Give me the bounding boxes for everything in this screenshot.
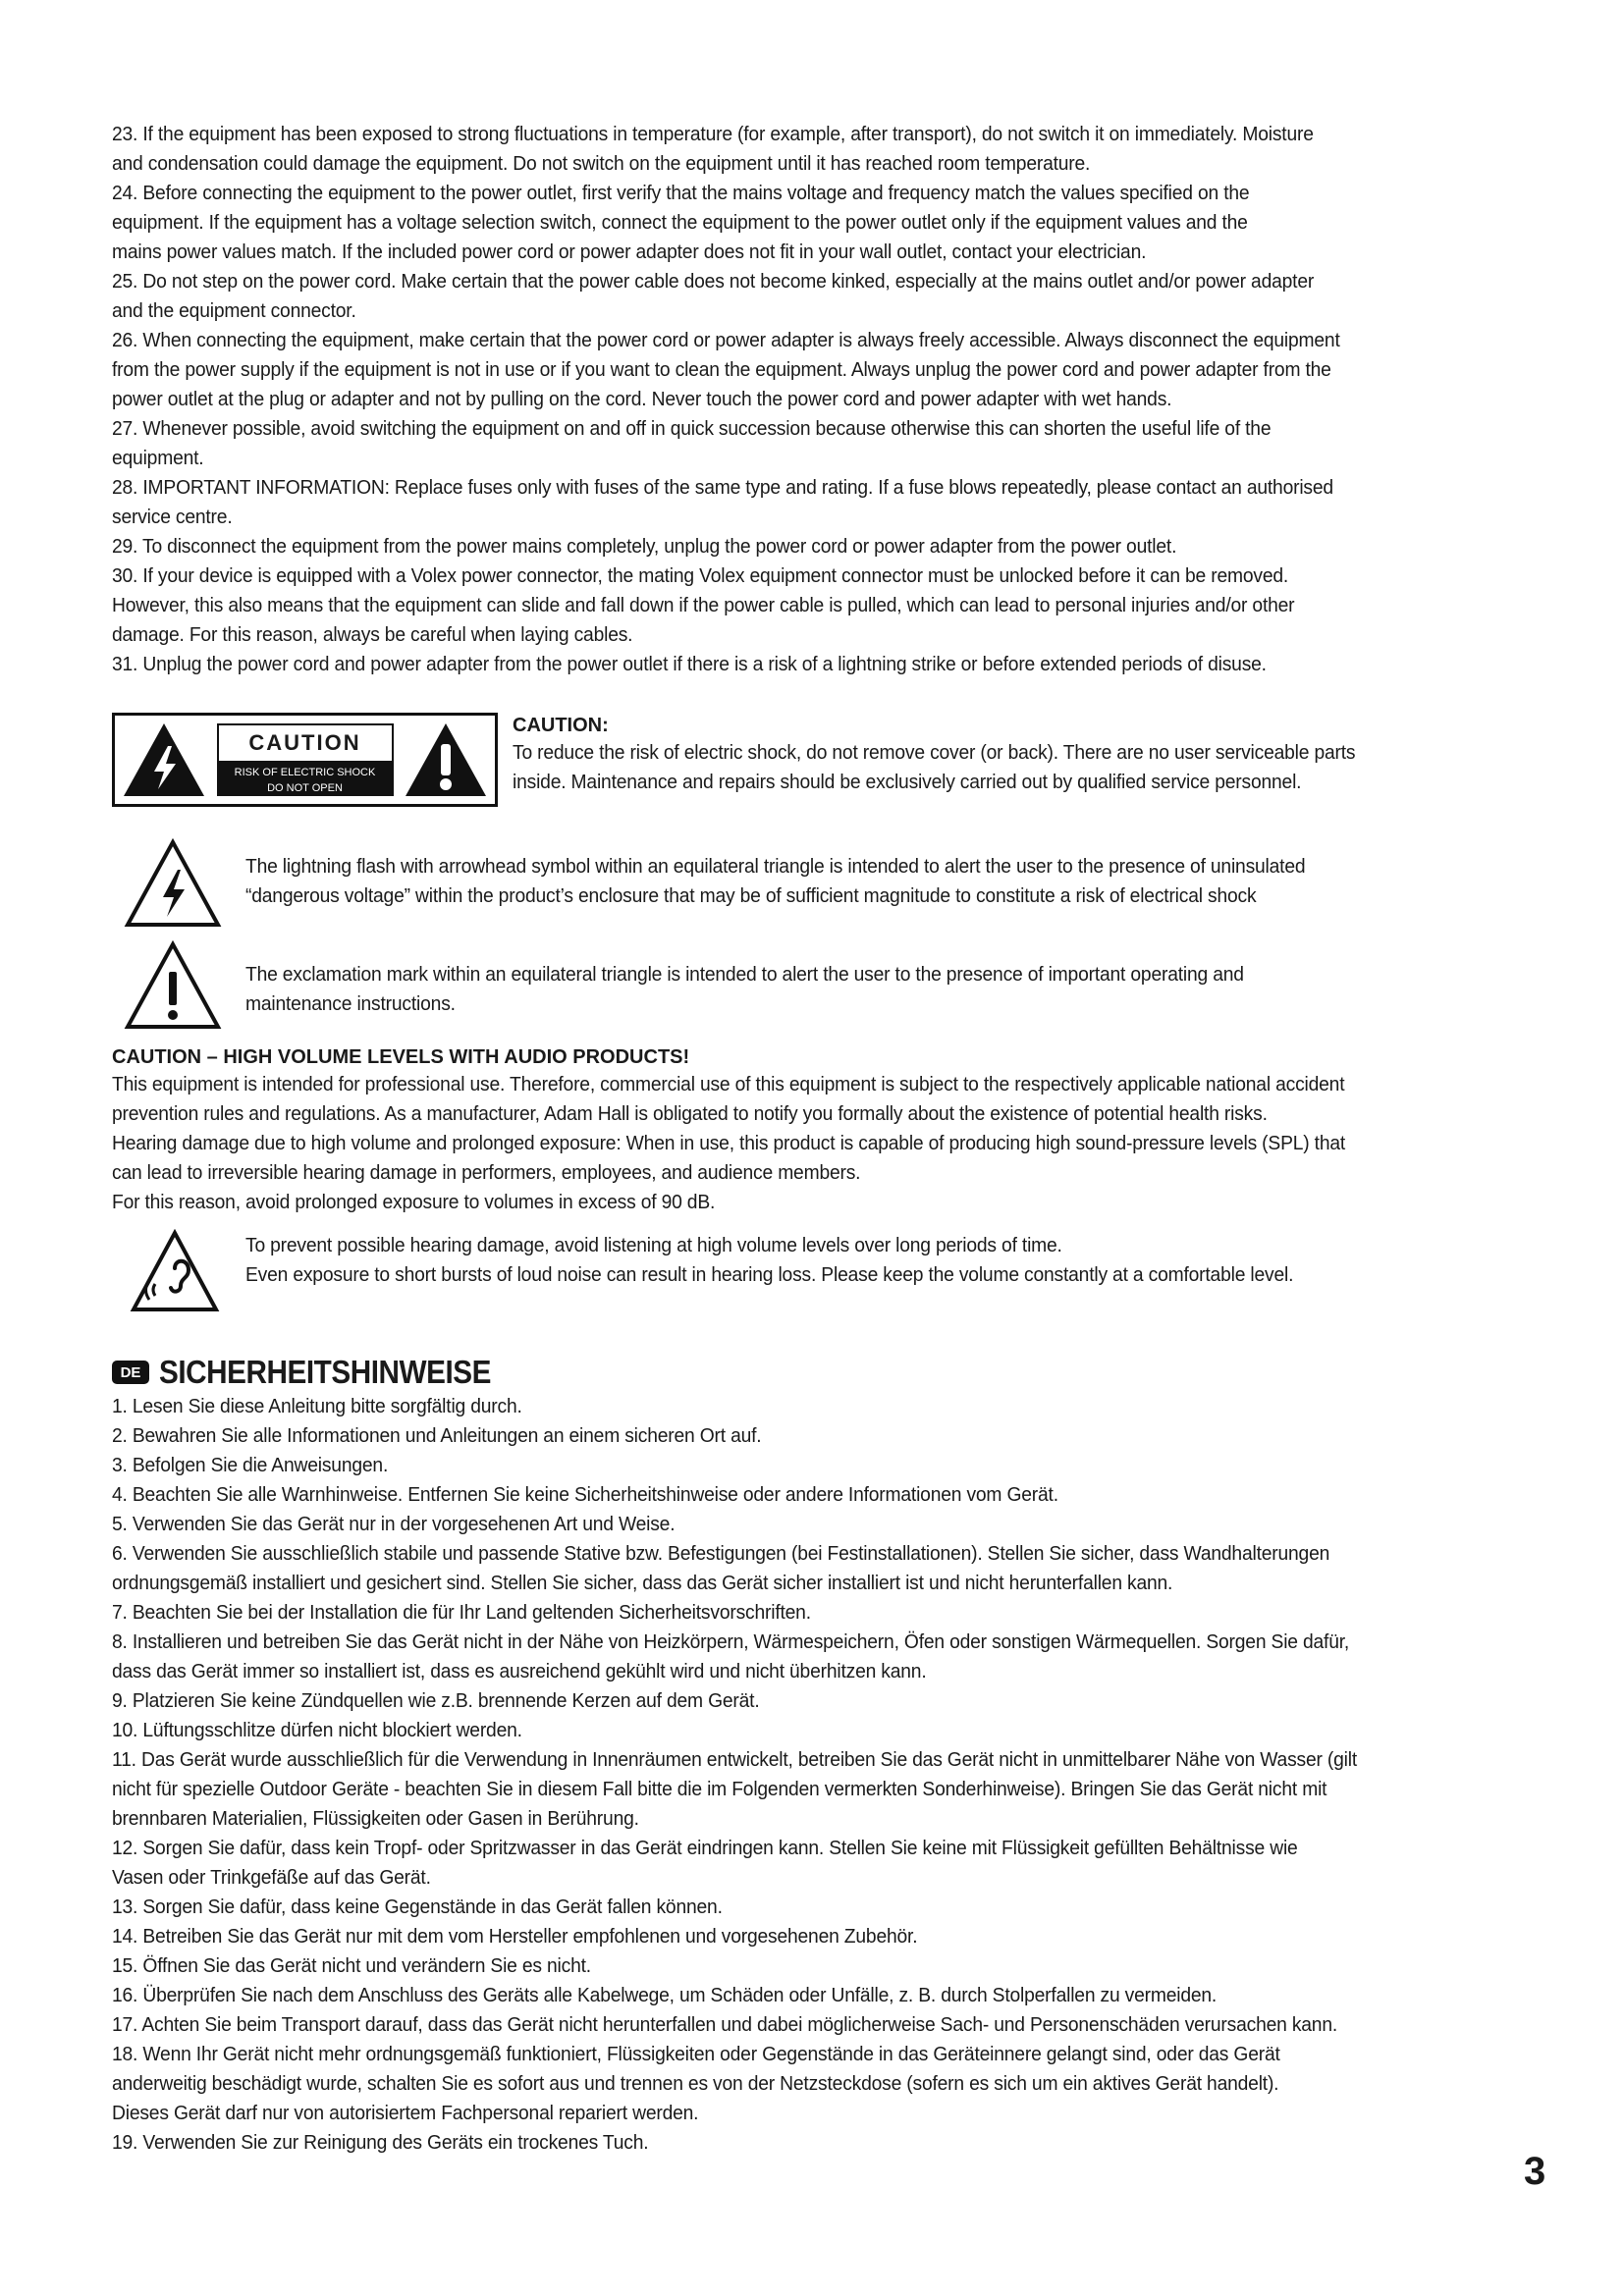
de-line: 17. Achten Sie beim Transport darauf, dass das Gerät nicht herunterfallen und dabei möglicherweise Sach- und Personenschäden verursachen kann. — [112, 2013, 1338, 2036]
volume-line: prevention rules and regulations. As a manufacturer, Adam Hall is obligated to notify you formally about the existence of potential health risks. — [112, 1102, 1268, 1125]
volume-line: Hearing damage due to high volume and prolonged exposure: When in use, this product is capable of producing high sound-pressure levels (SPL) that — [112, 1132, 1346, 1154]
de-line: 12. Sorgen Sie dafür, dass kein Tropf- oder Spritzwasser in das Gerät eindringen kann. Stellen Sie keine mit Flüssigkeit gefüllten Behältnisse wie — [112, 1837, 1298, 1859]
de-line: 3. Befolgen Sie die Anweisungen. — [112, 1454, 389, 1476]
lightning-line: “dangerous voltage” within the product’s enclosure that may be of sufficient magnitude to constitute a risk of electrical shock — [245, 884, 1257, 907]
exclamation-line: The exclamation mark within an equilateral triangle is intended to alert the user to the presence of important operating and — [245, 963, 1244, 986]
volume-line: can lead to irreversible hearing damage in performers, employees, and audience members. — [112, 1161, 861, 1184]
exclamation-triangle-icon — [403, 721, 489, 799]
en-line: 28. IMPORTANT INFORMATION: Replace fuses only with fuses of the same type and rating. If a fuse blows repeatedly, please contact an authorised — [112, 476, 1333, 499]
en-line: equipment. If the equipment has a voltage selection switch, connect the equipment to the power outlet only if the equipment values and the — [112, 211, 1248, 234]
de-line: 5. Verwenden Sie das Gerät nur in der vorgesehenen Art und Weise. — [112, 1513, 676, 1535]
caution-label-line2: DO NOT OPEN — [267, 782, 343, 794]
de-line: 2. Bewahren Sie alle Informationen und Anleitungen an einem sicheren Ort auf. — [112, 1424, 762, 1447]
exclamation-symbol-row — [112, 940, 1526, 1039]
de-line: 1. Lesen Sie diese Anleitung bitte sorgfältig durch. — [112, 1395, 522, 1417]
de-line: 7. Beachten Sie bei der Installation die für Ihr Land geltenden Sicherheitsvorschriften. — [112, 1601, 811, 1624]
hearing-line: Even exposure to short bursts of loud noise can result in hearing loss. Please keep the volume constantly at a comfortable level. — [245, 1263, 1294, 1286]
en-line: service centre. — [112, 506, 233, 528]
en-line: However, this also means that the equipment can slide and fall down if the power cable is pulled, which can lead to personal injuries and/or other — [112, 594, 1295, 616]
en-line: 31. Unplug the power cord and power adapter from the power outlet if there is a risk of a lightning strike or before extended periods of disuse. — [112, 653, 1267, 675]
de-line: dass das Gerät immer so installiert ist, dass es ausreichend gekühlt wird und nicht überhitzen kann. — [112, 1660, 927, 1682]
hearing-symbol-row — [112, 1229, 1526, 1317]
de-line: Vasen oder Trinkgefäße auf das Gerät. — [112, 1866, 431, 1889]
en-line: from the power supply if the equipment is not in use or if you want to clean the equipment. Always unplug the power cord and power adapter from the — [112, 358, 1331, 381]
de-language-badge: DE — [112, 1361, 149, 1384]
en-line: and condensation could damage the equipment. Do not switch on the equipment until it has reached room temperature. — [112, 152, 1091, 175]
de-line: 14. Betreiben Sie das Gerät nur mit dem vom Hersteller empfohlenen und vorgesehenen Zubehör. — [112, 1925, 918, 1948]
en-line: mains power values match. If the included power cord or power adapter does not fit in your wall outlet, contact your electrician. — [112, 240, 1147, 263]
volume-line: This equipment is intended for professional use. Therefore, commercial use of this equipment is subject to the respectively applicable national accident — [112, 1073, 1345, 1095]
en-line: power outlet at the plug or adapter and not by pulling on the cord. Never touch the power cord and power adapter with wet hands. — [112, 388, 1172, 410]
de-line: 9. Platzieren Sie keine Zündquellen wie z.B. brennende Kerzen auf dem Gerät. — [112, 1689, 760, 1712]
de-line: ordnungsgemäß installiert und gesichert sind. Stellen Sie sicher, dass das Gerät sicher installiert ist und nicht herunterfallen kann. — [112, 1572, 1173, 1594]
page-content — [112, 120, 1526, 2158]
de-line: 10. Lüftungsschlitze dürfen nicht blockiert werden. — [112, 1719, 522, 1741]
en-line: 24. Before connecting the equipment to the power outlet, first verify that the mains voltage and frequency match the values specified on the — [112, 182, 1250, 204]
de-line: brennbaren Materialien, Flüssigkeiten oder Gasen in Berührung. — [112, 1807, 639, 1830]
en-line: and the equipment connector. — [112, 299, 356, 322]
en-line: 27. Whenever possible, avoid switching the equipment on and off in quick succession because otherwise this can shorten the useful life of the — [112, 417, 1272, 440]
caution-label — [217, 723, 394, 796]
en-safety-list — [112, 120, 1526, 679]
de-line: 16. Überprüfen Sie nach dem Anschluss des Geräts alle Kabelwege, um Schäden oder Unfälle, z. B. durch Stolperfallen zu vermeiden. — [112, 1984, 1218, 2006]
volume-caution-section — [112, 1044, 1526, 1217]
caution-label-title: CAUTION — [219, 725, 392, 763]
lightning-warning-icon — [124, 838, 222, 929]
lightning-line: The lightning flash with arrowhead symbol within an equilateral triangle is intended to alert the user to the presence of uninsulated — [245, 855, 1306, 878]
de-section-title: SICHERHEITSHINWEISE — [159, 1354, 491, 1390]
en-line: 29. To disconnect the equipment from the power mains completely, unplug the power cord or power adapter from the power outlet. — [112, 535, 1177, 558]
volume-line: For this reason, avoid prolonged exposure to volumes in excess of 90 dB. — [112, 1191, 716, 1213]
page-number: 3 — [1524, 2150, 1546, 2193]
caution-label-subtitle — [219, 763, 392, 796]
caution-heading: CAUTION: — [513, 715, 609, 736]
exclamation-description — [245, 960, 1542, 1019]
de-line: 11. Das Gerät wurde ausschließlich für die Verwendung in Innenräumen entwickelt, betreiben Sie das Gerät nicht in unmittelbarer Nähe von Wasser (gilt — [112, 1748, 1358, 1771]
en-line: 23. If the equipment has been exposed to strong fluctuations in temperature (for example, after transport), do not switch it on immediately. Moisture — [112, 123, 1314, 145]
caution-line: inside. Maintenance and repairs should be exclusively carried out by qualified service personnel. — [513, 771, 1302, 793]
caution-line: To reduce the risk of electric shock, do not remove cover (or back). There are no user serviceable parts — [513, 741, 1356, 764]
hearing-description — [245, 1231, 1542, 1290]
de-line: Dieses Gerät darf nur von autorisiertem Fachpersonal repariert werden. — [112, 2102, 699, 2124]
de-line: 6. Verwenden Sie ausschließlich stabile und passende Stative bzw. Befestigungen (bei Festinstallationen). Stellen Sie sicher, dass Wandhalterungen — [112, 1542, 1330, 1565]
caution-section — [112, 713, 1526, 819]
lightning-description — [245, 852, 1542, 911]
de-line: nicht für spezielle Outdoor Geräte - beachten Sie in diesem Fall bitte die im Folgenden vermerkten Sonderhinweise). Bringen Sie das Gerät nicht mit — [112, 1778, 1327, 1800]
en-line: 30. If your device is equipped with a Volex power connector, the mating Volex equipment connector must be unlocked before it can be removed. — [112, 564, 1289, 587]
en-line: damage. For this reason, always be careful when laying cables. — [112, 623, 633, 646]
de-safety-list — [112, 1392, 1526, 2158]
de-line: 4. Beachten Sie alle Warnhinweise. Entfernen Sie keine Sicherheitshinweise oder andere Informationen vom Gerät. — [112, 1483, 1058, 1506]
en-line: equipment. — [112, 447, 204, 469]
en-line: 25. Do not step on the power cord. Make certain that the power cable does not become kinked, especially at the mains outlet and/or power adapter — [112, 270, 1315, 293]
lightning-symbol-row — [112, 838, 1526, 936]
de-line: 19. Verwenden Sie zur Reinigung des Geräts ein trockenes Tuch. — [112, 2131, 649, 2154]
de-line: anderweitig beschädigt wurde, schalten Sie es sofort aus und trennen es von der Netzsteckdose (sofern es sich um ein aktives Gerät handelt). — [112, 2072, 1279, 2095]
caution-text — [513, 713, 1514, 797]
exclamation-warning-icon — [124, 940, 222, 1031]
exclamation-line: maintenance instructions. — [245, 992, 456, 1015]
en-line: 26. When connecting the equipment, make certain that the power cord or power adapter is always freely accessible. Always disconnect the equipment — [112, 329, 1340, 351]
hearing-line: To prevent possible hearing damage, avoid listening at high volume levels over long periods of time. — [245, 1234, 1062, 1256]
hearing-warning-icon — [130, 1229, 220, 1313]
de-line: 15. Öffnen Sie das Gerät nicht und verändern Sie es nicht. — [112, 1954, 591, 1977]
lightning-triangle-icon — [121, 721, 207, 799]
de-line: 13. Sorgen Sie dafür, dass keine Gegenstände in das Gerät fallen können. — [112, 1896, 723, 1918]
de-line: 8. Installieren und betreiben Sie das Gerät nicht in der Nähe von Heizkörpern, Wärmespeichern, Öfen oder sonstigen Wärmequellen. Sorgen Sie dafür, — [112, 1630, 1350, 1653]
de-section-header — [112, 1353, 1526, 1392]
caution-label-box — [112, 713, 498, 807]
caution-label-line1: RISK OF ELECTRIC SHOCK — [234, 767, 376, 778]
de-line: 18. Wenn Ihr Gerät nicht mehr ordnungsgemäß funktioniert, Flüssigkeiten oder Gegenstände in das Geräteinnere gelangt sind, oder das Gerät — [112, 2043, 1280, 2065]
volume-caution-heading: CAUTION – HIGH VOLUME LEVELS WITH AUDIO PRODUCTS! — [112, 1046, 690, 1068]
